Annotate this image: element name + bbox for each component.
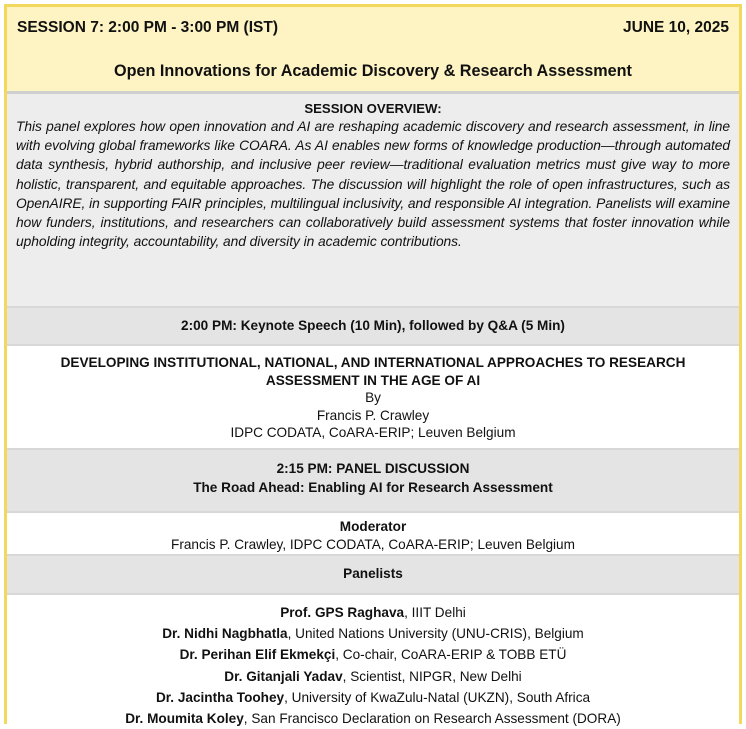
overview-body: This panel explores how open innovation and AI are reshaping academic discovery and research assessment, in line with evolving global frameworks like COARA. As AI enables new forms of knowledge production—through automated data synthesis, hybrid authorship, and inclusive peer review—traditional evaluation metrics must give way to more holistic, transparent, and equitable approaches. The discussion will highlight the role of open infrastructures, such as OpenAIRE, in supporting FAIR principles, multilingual inclusivity, and responsible AI integration. Panelists will examine how funders, institutions, and researchers can collaboratively build assessment systems that foster innovation while upholding integrity, accountability, and diversity in academic contributions. [16, 119, 730, 250]
panelist-item [7, 666, 739, 687]
keynote-bar: 2:00 PM: Keynote Speech (10 Min), followed by Q&A (5 Min) [7, 308, 739, 346]
panelist-affiliation: , IIIT Delhi [404, 605, 466, 620]
panelist-name: Dr. Perihan Elif Ekmekçi [179, 647, 336, 663]
keynote-title-line2: ASSESSMENT IN THE AGE OF AI [265, 372, 481, 388]
keynote-by: By [365, 390, 381, 405]
panelist-name: Dr. Nidhi Nagbhatla [162, 626, 288, 642]
session-title: Open Innovations for Academic Discovery & Research Assessment [114, 62, 632, 80]
panelist-affiliation: , San Francisco Declaration on Research Assessment (DORA) [243, 711, 621, 727]
moderator-label: Moderator [339, 519, 407, 534]
panelist-item [7, 644, 739, 665]
moderator-name: Francis P. Crawley, IDPC CODATA, CoARA-ERIP; Leuven Belgium [171, 537, 575, 552]
session-date: JUNE 10, 2025 [623, 19, 729, 36]
panelists-list [7, 595, 739, 729]
panelist-item [7, 602, 739, 623]
keynote-speaker: Francis P. Crawley [316, 407, 430, 423]
keynote-talk [7, 346, 739, 450]
session-card [4, 4, 742, 727]
panelist-name: Dr. Gitanjali Yadav [224, 668, 343, 684]
panelist-affiliation: , Co-chair, CoARA-ERIP & TOBB ETÜ [335, 647, 567, 663]
panelist-name: Dr. Moumita Koley [125, 711, 244, 727]
session-overview [7, 94, 739, 308]
moderator-block [7, 513, 739, 556]
overview-heading: SESSION OVERVIEW: [304, 101, 442, 116]
panel-time: 2:15 PM: PANEL DISCUSSION [276, 461, 470, 476]
panelist-name: Dr. Jacintha Toohey [155, 689, 285, 705]
panelist-item [7, 623, 739, 644]
panel-topic: The Road Ahead: Enabling AI for Research Assessment [193, 480, 553, 495]
panel-discussion-bar [7, 450, 739, 513]
session-time: SESSION 7: 2:00 PM - 3:00 PM (IST) [17, 19, 278, 36]
panelist-name: Prof. GPS Raghava [280, 605, 405, 620]
keynote-title-line1: DEVELOPING INSTITUTIONAL, NATIONAL, AND INTERNATIONAL APPROACHES TO RESEARCH [60, 355, 686, 370]
panelist-affiliation: , University of KwaZulu-Natal (UKZN), South Africa [284, 689, 591, 705]
panelist-item [7, 708, 739, 729]
keynote-affiliation: IDPC CODATA, CoARA-ERIP; Leuven Belgium [230, 425, 516, 440]
panelist-item [7, 687, 739, 708]
session-header [7, 7, 739, 94]
panelist-affiliation: , United Nations University (UNU-CRIS), Belgium [287, 626, 584, 642]
panelist-affiliation: , Scientist, NIPGR, New Delhi [342, 668, 522, 684]
panelists-bar: Panelists [7, 556, 739, 595]
